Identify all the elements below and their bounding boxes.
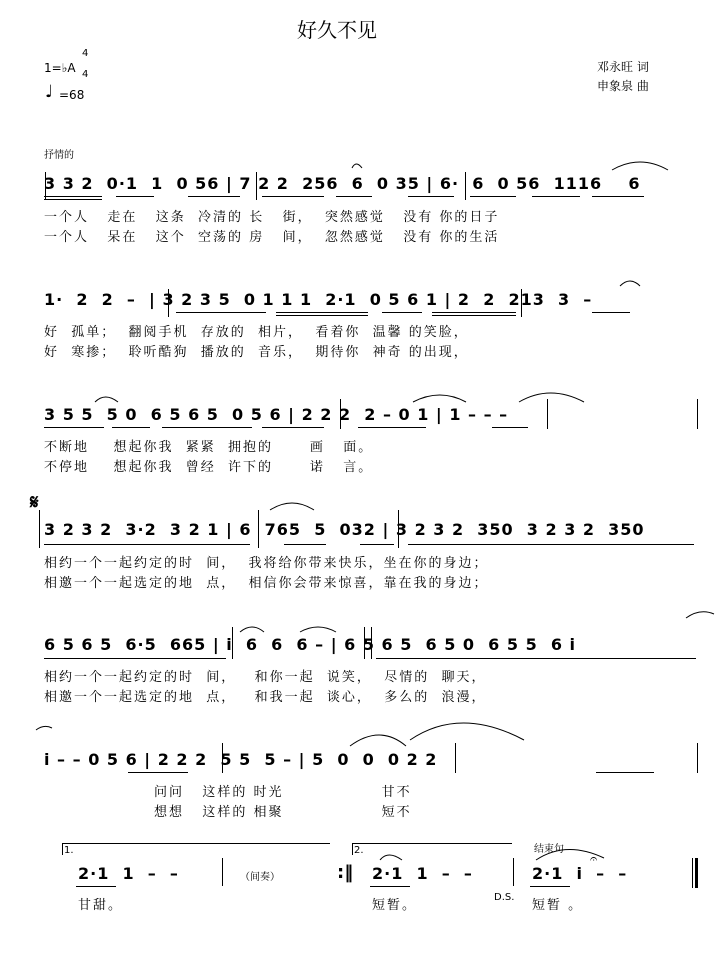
slur <box>410 723 524 740</box>
lyrics-row-3-verse-2: 不停地 想起你我 曾经 许下的 诺 言。 <box>44 460 374 475</box>
lyrics-row-6-verse-2: 想想 这样的 相聚 短不 <box>154 805 412 820</box>
lyrics-row-2-verse-1: 好 孤单； 翻阅手机 存放的 相片， 看着你 温馨 的笑脸， <box>44 325 469 340</box>
volta-2-label: 2. <box>354 845 364 856</box>
slur <box>519 393 584 402</box>
lyrics-row-4-verse-2: 相邀一个一起选定的地 点， 相信你会带来惊喜，靠在我的身边； <box>44 576 489 591</box>
time-signature-top: 4 <box>82 48 89 59</box>
slur <box>350 735 406 746</box>
notation-row-1: 3 3 2 0·1 1 0 56 | 7 2 2 256 6 0 35 | 6· 6 0 56 1116 6 <box>44 174 641 193</box>
composer-credit: 申象泉 曲 <box>597 79 649 93</box>
expression-marking: 抒情的 <box>44 150 74 161</box>
slur <box>352 164 362 168</box>
ds-marking: D.S. <box>494 892 515 903</box>
ending-1-notes: 2·1 1 – – <box>78 864 179 883</box>
lyrics-row-5-verse-1: 相约一个一起约定的时 间， 和你一起 说笑， 尽情的 聊天， <box>44 670 487 685</box>
slur <box>536 849 604 860</box>
ending-1-lyrics: 甘甜。 <box>78 898 124 913</box>
ending-2-lyrics: 短暂。 <box>372 898 418 913</box>
volta-1-label: 1. <box>64 845 74 856</box>
slur <box>413 395 466 402</box>
lyrics-row-1-verse-1: 一个人 走在 这条 冷清的 长 街， 突然感觉 没有 你的日子 <box>44 210 500 225</box>
repeat-sign-icon: :‖ <box>337 862 354 883</box>
ending-3-lyrics: 短暂 。 <box>532 898 584 913</box>
coda-label: 结束句 <box>534 844 564 855</box>
notation-row-5: 6 5 6 5 6·5 665 | i 6 6 6 – | 6 5 6 5 6 5 0 6 5 5 6 i <box>44 635 577 654</box>
notation-row-6: i – – 0 5 6 | 2 2 2 5 5 5 – | 5 0 0 0 2 2 <box>44 750 438 769</box>
quarter-note-icon: ♩ <box>45 82 54 102</box>
notation-row-4: 3 2 3 2 3·2 3 2 1 | 6 765 5 032 | 3 2 3 2 350 3 2 3 2 350 <box>44 520 645 539</box>
slur <box>612 162 668 170</box>
ending-3-notes: 2·1 i – – <box>532 864 628 883</box>
slur <box>686 612 714 618</box>
lyrics-row-6-verse-1: 问问 这样的 时光 甘不 <box>154 785 412 800</box>
notation-row-2: 1· 2 2 – | 3 2 3 5 0 1 1 1 2·1 0 5 6 1 | 2 2 213 3 – <box>44 290 593 309</box>
slur <box>36 726 52 730</box>
tempo-marking: =68 <box>59 88 85 102</box>
slur <box>270 503 314 510</box>
lyrics-row-4-verse-1: 相约一个一起约定的时 间， 我将给你带来快乐，坐在你的身边； <box>44 556 489 571</box>
interlude-label: （间奏） <box>240 872 280 883</box>
key-signature: 1=♭A <box>44 61 76 75</box>
lyrics-row-3-verse-1: 不断地 想起你我 紧紧 拥抱的 画 面。 <box>44 440 374 455</box>
ending-2-notes: 2·1 1 – – <box>372 864 473 883</box>
slur <box>300 627 336 632</box>
slur <box>620 281 640 286</box>
segno-icon: 𝄋 <box>30 490 39 514</box>
song-title: 好久不见 <box>297 18 377 42</box>
slur <box>95 397 118 402</box>
notation-row-3: 3 5 5 5 0 6 5 6 5 0 5 6 | 2 2 2 2 – 0 1 | 1 – – – <box>44 405 509 424</box>
fermata-icon: 𝄐 <box>590 852 598 867</box>
lyrics-row-1-verse-2: 一个人 呆在 这个 空荡的 房 间， 忽然感觉 没有 你的生活 <box>44 230 500 245</box>
slur <box>240 627 264 632</box>
time-signature-bottom: 4 <box>82 69 89 80</box>
lyrics-row-2-verse-2: 好 寒掺； 聆听酷狗 播放的 音乐， 期待你 神奇 的出现， <box>44 345 469 360</box>
lyrics-row-5-verse-2: 相邀一个一起选定的地 点， 和我一起 谈心， 多么的 浪漫， <box>44 690 487 705</box>
lyricist-credit: 邓永旺 词 <box>597 60 649 74</box>
slur <box>380 855 402 860</box>
